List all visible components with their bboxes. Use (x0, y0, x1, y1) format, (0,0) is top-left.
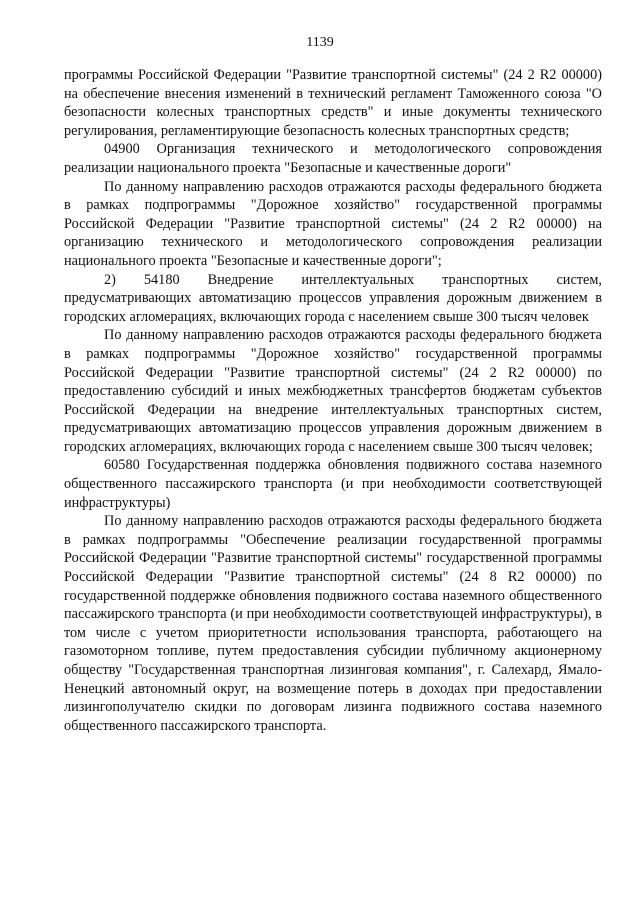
paragraph: 60580 Государственная поддержка обновления подвижного состава наземного общественного пассажирского транспорта (и при необходимости соответствующей инфраструктуры) (64, 457, 602, 511)
paragraph: 04900 Организация технического и методологического сопровождения реализации национального проекта "Безопасные и качественные дороги" (64, 141, 602, 176)
paragraph: 2) 54180 Внедрение интеллектуальных транспортных систем, предусматривающих автоматизацию процессов управления дорожным движением в городских агломерациях, включающих города с населением свыше 300 тысяч человек (64, 271, 602, 325)
paragraph: По данному направлению расходов отражаются расходы федерального бюджета в рамках подпрограммы "Дорожное хозяйство" государственной программы Российской Федерации "Развитие транспортной системы" (24 2 R2 00000) по предоставлению субсидий и иных межбюджетных трансфертов бюджетам субъектов Российской Федерации на внедрение интеллектуальных транспортных систем, предусматривающих автоматизацию процессов управления дорожным движением в городских агломерациях, включающих города с населением свыше 300 тысяч человек; (64, 327, 602, 455)
paragraph: программы Российской Федерации "Развитие транспортной системы" (24 2 R2 00000) на обеспечение внесения изменений в технический регламент Таможенного союза "О безопасности колесных транспортных средств" и иные документы технического регулирования, регламентирующие безопасность колесных транспортных средств; (64, 67, 602, 139)
document-body (64, 66, 602, 735)
page-number: 1139 (306, 35, 334, 50)
paragraph: По данному направлению расходов отражаются расходы федерального бюджета в рамках подпрограммы "Обеспечение реализации государственной программы Российской Федерации "Развитие транспортной системы" государственной программы Российской Федерации "Развитие транспортной системы" (24 8 R2 00000) по государственной поддержке обновления подвижного состава наземного общественного пассажирского транспорта (и при необходимости соответствующей инфраструктуры), в том числе с учетом приоритетности использования транспорта, работающего на газомоторном топливе, путем предоставления субсидии публичному акционерному обществу "Государственная транспортная лизинговая компания", г. Салехард, Ямало-Ненецкий автономный округ, на возмещение потерь в доходах при предоставлении лизингополучателю скидки по договорам лизинга подвижного состава наземного общественного пассажирского транспорта. (64, 513, 602, 734)
paragraph: По данному направлению расходов отражаются расходы федерального бюджета в рамках подпрограммы "Дорожное хозяйство" государственной программы Российской Федерации "Развитие транспортной системы" (24 2 R2 00000) на организацию технического и методологического сопровождения реализации национального проекта "Безопасные и качественные дороги"; (64, 178, 602, 269)
